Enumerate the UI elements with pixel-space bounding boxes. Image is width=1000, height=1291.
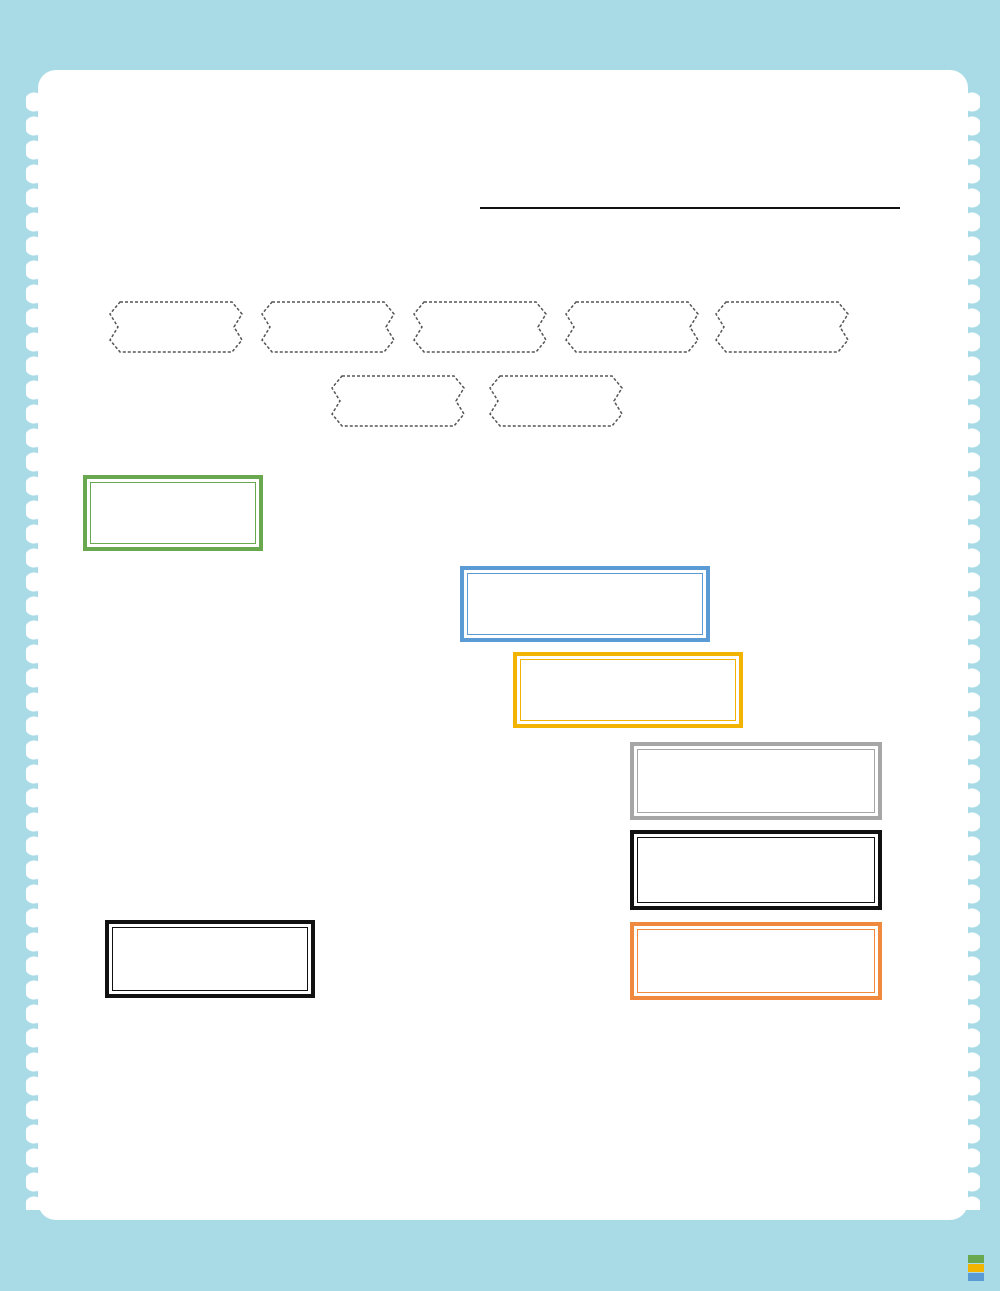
answer-box-5[interactable] xyxy=(630,830,882,910)
answer-box-6[interactable] xyxy=(630,922,882,1000)
instruction-text xyxy=(480,203,900,209)
word-card xyxy=(412,298,548,356)
wavy-edge-left xyxy=(26,90,42,1210)
answer-box-3[interactable] xyxy=(513,652,743,728)
wavy-edge-right xyxy=(964,90,980,1210)
answer-box-7[interactable] xyxy=(105,920,315,998)
answer-box-1[interactable] xyxy=(83,475,263,551)
word-card xyxy=(260,298,396,356)
word-card xyxy=(488,372,624,430)
mushroom-border-bottom xyxy=(0,1150,1000,1291)
word-card xyxy=(108,298,244,356)
liveworksheets-logo xyxy=(968,1255,988,1281)
word-card xyxy=(564,298,700,356)
word-card xyxy=(714,298,850,356)
brand-icon xyxy=(968,1255,984,1281)
word-card xyxy=(330,372,466,430)
answer-box-2[interactable] xyxy=(460,566,710,642)
mushroom-border-top xyxy=(0,30,1000,120)
worksheet-paper xyxy=(38,70,968,1220)
answer-box-4[interactable] xyxy=(630,742,882,820)
